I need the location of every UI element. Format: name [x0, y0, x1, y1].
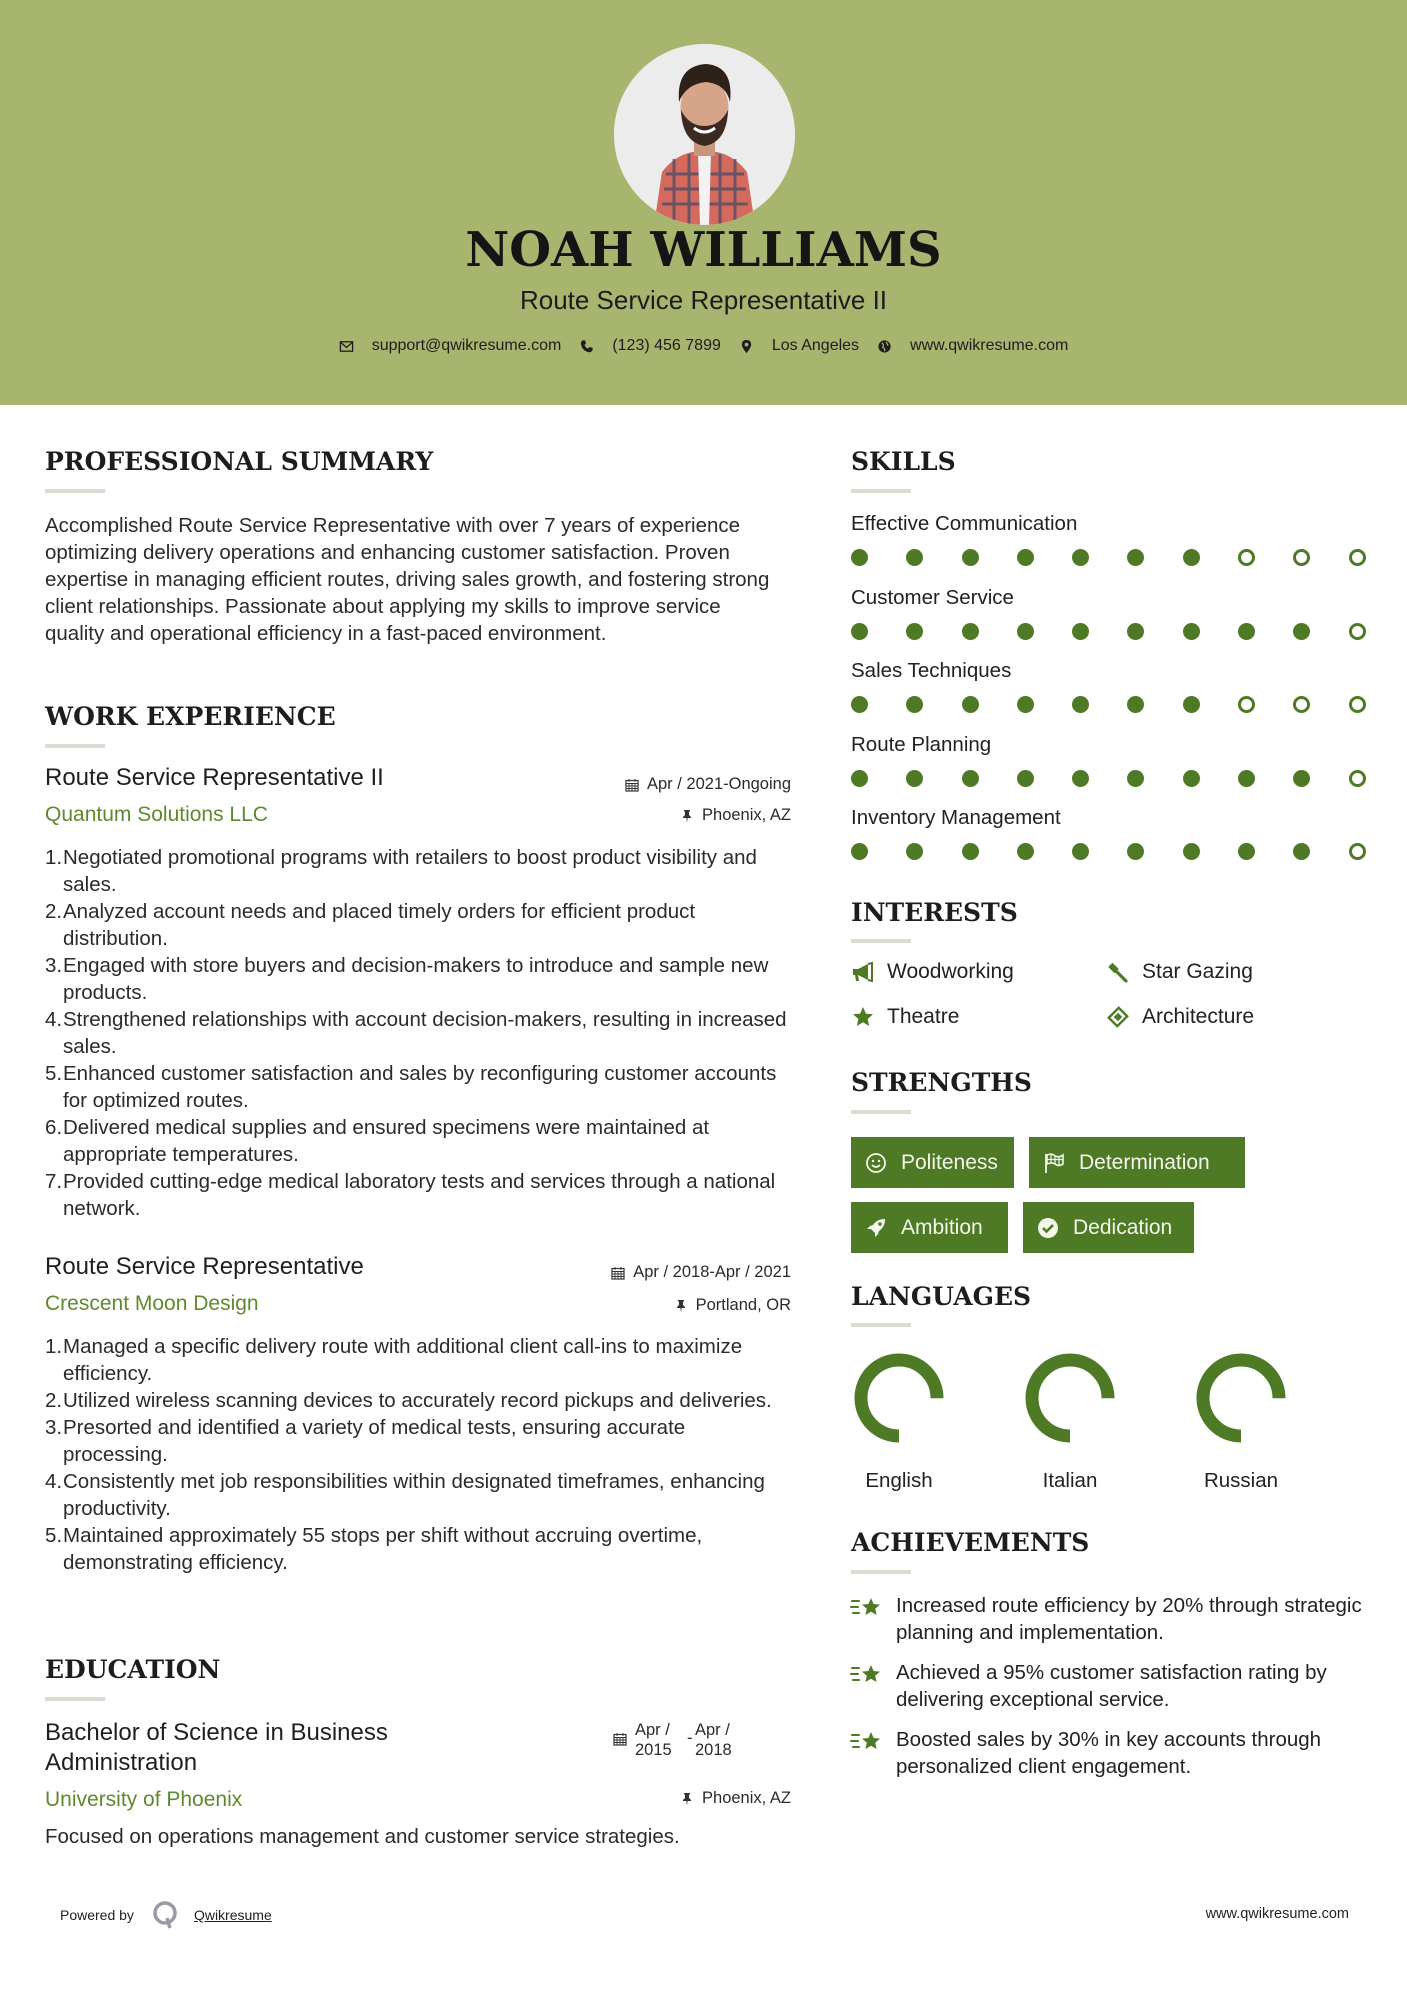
school-name: University of Phoenix — [45, 1788, 243, 1811]
rating-dot-filled — [1293, 843, 1310, 860]
interests-divider — [851, 939, 911, 943]
strength-badge: Dedication — [1023, 1202, 1194, 1253]
list-item: 2. Utilized wireless scanning devices to accurately record pickups and deliveries. — [45, 1389, 772, 1412]
list-item: 6. Delivered medical supplies and ensured specimens were maintained at appropriate temperatures. — [45, 1116, 710, 1166]
rating-dot-empty — [1293, 549, 1310, 566]
skill-rating — [851, 770, 1404, 787]
shooting-star-icon — [850, 1661, 884, 1691]
rating-dot-empty — [1349, 696, 1366, 713]
rating-dot-filled — [1183, 770, 1200, 787]
rating-dot-empty — [1349, 770, 1366, 787]
rating-dot-filled — [851, 549, 868, 566]
candidate-title: Route Service Representative II — [519, 285, 888, 315]
rating-dot-filled — [1072, 696, 1089, 713]
rating-dot-filled — [1127, 623, 1144, 640]
location-text: Los Angeles — [771, 337, 860, 354]
rating-dot-filled — [1017, 549, 1034, 566]
languages-divider — [851, 1323, 911, 1327]
list-item: 4. Consistently met job responsibilities within designated timeframes, enhancing productivity. — [45, 1470, 765, 1520]
language-progress-ring-icon — [853, 1352, 945, 1444]
language-item — [839, 1352, 959, 1493]
rating-dot-filled — [1293, 623, 1310, 640]
rating-dot-filled — [1183, 696, 1200, 713]
job-location-text: Portland, OR — [695, 1296, 791, 1314]
strengths-divider — [851, 1110, 911, 1114]
rating-dot-filled — [1017, 843, 1034, 860]
rating-dot-empty — [1238, 696, 1255, 713]
rating-dot-filled — [1127, 549, 1144, 566]
job-dates-text: Apr / 2021-Ongoing — [646, 775, 791, 793]
rating-dot-empty — [1349, 843, 1366, 860]
shooting-star-icon — [850, 1728, 884, 1758]
job-1-responsibilities — [45, 844, 795, 1222]
calendar-icon — [613, 1732, 627, 1746]
ticket-icon — [1106, 1005, 1130, 1029]
contact-website[interactable] — [877, 337, 1068, 355]
email-text: support@qwikresume.com — [371, 337, 562, 354]
experience-divider — [45, 744, 105, 748]
degree-title: Bachelor of Science in Business Administration — [45, 1719, 388, 1776]
globe-icon — [877, 339, 892, 354]
skill-rating — [851, 696, 1404, 713]
pushpin-icon — [674, 1299, 688, 1313]
calendar-icon — [611, 1266, 625, 1280]
education-location: Phoenix, AZ — [680, 1789, 791, 1808]
job-dates-text: Apr / 2018-Apr / 2021 — [633, 1263, 791, 1281]
qwikresume-logo-icon — [150, 1900, 180, 1930]
contact-email[interactable] — [339, 337, 562, 355]
contact-bar — [0, 337, 1407, 355]
rating-dot-filled — [851, 843, 868, 860]
qwikresume-link[interactable]: Qwikresume — [193, 1907, 272, 1923]
skill-label: Route Planning — [851, 732, 992, 756]
rating-dot-filled — [1127, 770, 1144, 787]
rating-dot-filled — [906, 623, 923, 640]
job-location-1 — [680, 806, 791, 825]
map-marker-icon — [739, 339, 754, 354]
rating-dot-filled — [906, 843, 923, 860]
language-label: Italian — [1042, 1469, 1098, 1492]
rating-dot-filled — [851, 623, 868, 640]
interest-item: Theatre — [851, 1005, 959, 1029]
strength-badge: Politeness — [851, 1137, 1014, 1188]
gavel-icon — [1106, 960, 1130, 984]
company-name-2: Crescent Moon Design — [45, 1292, 259, 1315]
envelope-icon — [339, 339, 354, 354]
rating-dot-filled — [1183, 843, 1200, 860]
rating-dot-filled — [1017, 770, 1034, 787]
rating-dot-filled — [962, 770, 979, 787]
list-item: 1. Negotiated promotional programs with retailers to boost product visibility and sales. — [45, 846, 757, 896]
rating-dot-filled — [1017, 623, 1034, 640]
check-circle-icon — [1037, 1217, 1059, 1239]
megaphone-icon — [851, 960, 875, 984]
skill-label: Customer Service — [851, 585, 1014, 609]
education-divider — [45, 1697, 105, 1701]
footer-website[interactable]: www.qwikresume.com — [1205, 1906, 1349, 1922]
skill-rating — [851, 843, 1404, 860]
job-dates-2 — [611, 1263, 791, 1282]
summary-text: Accomplished Route Service Representative with over 7 years of experience optimizing delivery operations and enhancing customer satisfaction. Proven expertise in managing efficient routes, driving sales growth, and fostering strong client relationships. Passionate about applying my skills to improve service quality and operational efficiency in a fast-paced environment. — [45, 514, 770, 645]
achievement-item: Increased route efficiency by 20% through strategic planning and implementation. — [850, 1592, 1390, 1646]
smile-icon — [865, 1152, 887, 1174]
job-2-responsibilities — [45, 1333, 795, 1576]
summary-heading: PROFESSIONAL SUMMARY — [45, 447, 434, 476]
rating-dot-filled — [906, 696, 923, 713]
job-location-text: Phoenix, AZ — [702, 806, 791, 824]
language-label: Russian — [1203, 1469, 1279, 1492]
skill-rating — [851, 623, 1404, 640]
education-description: Focused on operations management and customer service strategies. — [45, 1825, 680, 1848]
achievement-item: Achieved a 95% customer satisfaction rating by delivering exceptional service. — [850, 1659, 1390, 1713]
language-label: English — [865, 1469, 933, 1492]
rating-dot-filled — [1127, 843, 1144, 860]
star-icon — [851, 1005, 875, 1029]
rating-dot-filled — [1238, 843, 1255, 860]
list-item: 1. Managed a specific delivery route with additional client call-ins to maximize efficiency. — [45, 1335, 743, 1385]
rating-dot-empty — [1349, 549, 1366, 566]
rating-dot-filled — [1017, 696, 1034, 713]
pushpin-icon — [680, 809, 694, 823]
person-photo-icon — [614, 44, 795, 225]
pushpin-icon — [680, 1792, 694, 1806]
rating-dot-filled — [851, 770, 868, 787]
experience-heading: WORK EXPERIENCE — [45, 702, 336, 731]
rating-dot-filled — [1072, 843, 1089, 860]
website-text: www.qwikresume.com — [910, 337, 1069, 354]
rating-dot-filled — [962, 843, 979, 860]
candidate-name: NOAH WILLIAMS — [465, 222, 942, 278]
phone-text: (123) 456 7899 — [612, 337, 721, 354]
rating-dot-filled — [1238, 770, 1255, 787]
job-location-2 — [674, 1296, 791, 1315]
job-dates-1 — [625, 775, 791, 794]
rating-dot-filled — [906, 549, 923, 566]
shooting-star-icon — [850, 1594, 884, 1624]
education-heading: EDUCATION — [45, 1655, 221, 1684]
list-item: 3. Presorted and identified a variety of medical tests, ensuring accurate processing. — [45, 1416, 686, 1466]
strength-badge: Ambition — [851, 1202, 1008, 1253]
profile-photo — [614, 44, 795, 225]
language-progress-ring-icon — [1024, 1352, 1116, 1444]
strengths-heading: STRENGTHS — [851, 1068, 1032, 1097]
education-end: Apr / 2018 — [695, 1721, 732, 1759]
list-item: 2. Analyzed account needs and placed timely orders for efficient product distribution. — [45, 900, 696, 950]
rating-dot-filled — [1072, 623, 1089, 640]
rating-dot-filled — [1238, 623, 1255, 640]
rating-dot-filled — [906, 770, 923, 787]
achievements-heading: ACHIEVEMENTS — [851, 1528, 1090, 1557]
skill-label: Inventory Management — [851, 806, 1061, 829]
phone-icon — [579, 339, 594, 354]
skill-label: Sales Techniques — [851, 659, 1012, 682]
strength-badge: Determination — [1029, 1137, 1245, 1188]
contact-phone[interactable] — [579, 337, 721, 355]
summary-divider — [45, 489, 105, 493]
rating-dot-filled — [1127, 696, 1144, 713]
skills-divider — [851, 489, 911, 493]
language-item — [1010, 1352, 1130, 1493]
rating-dot-filled — [1293, 770, 1310, 787]
interest-item: Star Gazing — [1106, 960, 1253, 984]
contact-location — [739, 337, 859, 355]
flag-checkered-icon — [1043, 1152, 1065, 1174]
rating-dot-filled — [851, 696, 868, 713]
date-separator: - — [687, 1729, 693, 1747]
job-title-1: Route Service Representative II — [45, 764, 384, 791]
list-item: 4. Strengthened relationships with account decision-makers, resulting in increased sales. — [45, 1008, 787, 1058]
job-title-2: Route Service Representative — [45, 1253, 364, 1280]
calendar-icon — [625, 778, 639, 792]
rating-dot-filled — [1183, 549, 1200, 566]
rating-dot-filled — [1072, 549, 1089, 566]
rating-dot-filled — [962, 549, 979, 566]
languages-heading: LANGUAGES — [851, 1282, 1032, 1311]
achievements-divider — [851, 1570, 911, 1574]
powered-by: Powered by Qwikresume — [60, 1900, 272, 1930]
skills-heading: SKILLS — [851, 447, 956, 476]
rating-dot-filled — [1072, 770, 1089, 787]
rating-dot-filled — [962, 623, 979, 640]
interest-item: Woodworking — [851, 960, 1014, 984]
skill-label: Effective Communication — [851, 512, 1078, 535]
list-item: 5. Enhanced customer satisfaction and sales by reconfiguring customer accounts for optimized routes. — [45, 1062, 777, 1112]
education-dates — [613, 1720, 732, 1760]
education-start: Apr / 2015 — [635, 1721, 672, 1759]
list-item: 5. Maintained approximately 55 stops per shift without accruing overtime, demonstrating efficiency. — [45, 1524, 703, 1574]
achievement-item: Boosted sales by 30% in key accounts through personalized client engagement. — [850, 1726, 1390, 1780]
rating-dot-empty — [1349, 623, 1366, 640]
company-name-1: Quantum Solutions LLC — [45, 803, 268, 826]
interests-heading: INTERESTS — [851, 898, 1018, 927]
rating-dot-filled — [1183, 623, 1200, 640]
language-progress-ring-icon — [1195, 1352, 1287, 1444]
rating-dot-empty — [1293, 696, 1310, 713]
rating-dot-empty — [1238, 549, 1255, 566]
list-item: 7. Provided cutting-edge medical laboratory tests and services through a national network. — [45, 1170, 776, 1220]
rating-dot-filled — [962, 696, 979, 713]
interest-item: Architecture — [1106, 1005, 1254, 1029]
language-item — [1181, 1352, 1301, 1493]
rocket-icon — [865, 1217, 887, 1239]
list-item: 3. Engaged with store buyers and decision-makers to introduce and sample new products. — [45, 954, 769, 1004]
resume-header — [0, 0, 1407, 405]
skill-rating — [851, 549, 1404, 566]
